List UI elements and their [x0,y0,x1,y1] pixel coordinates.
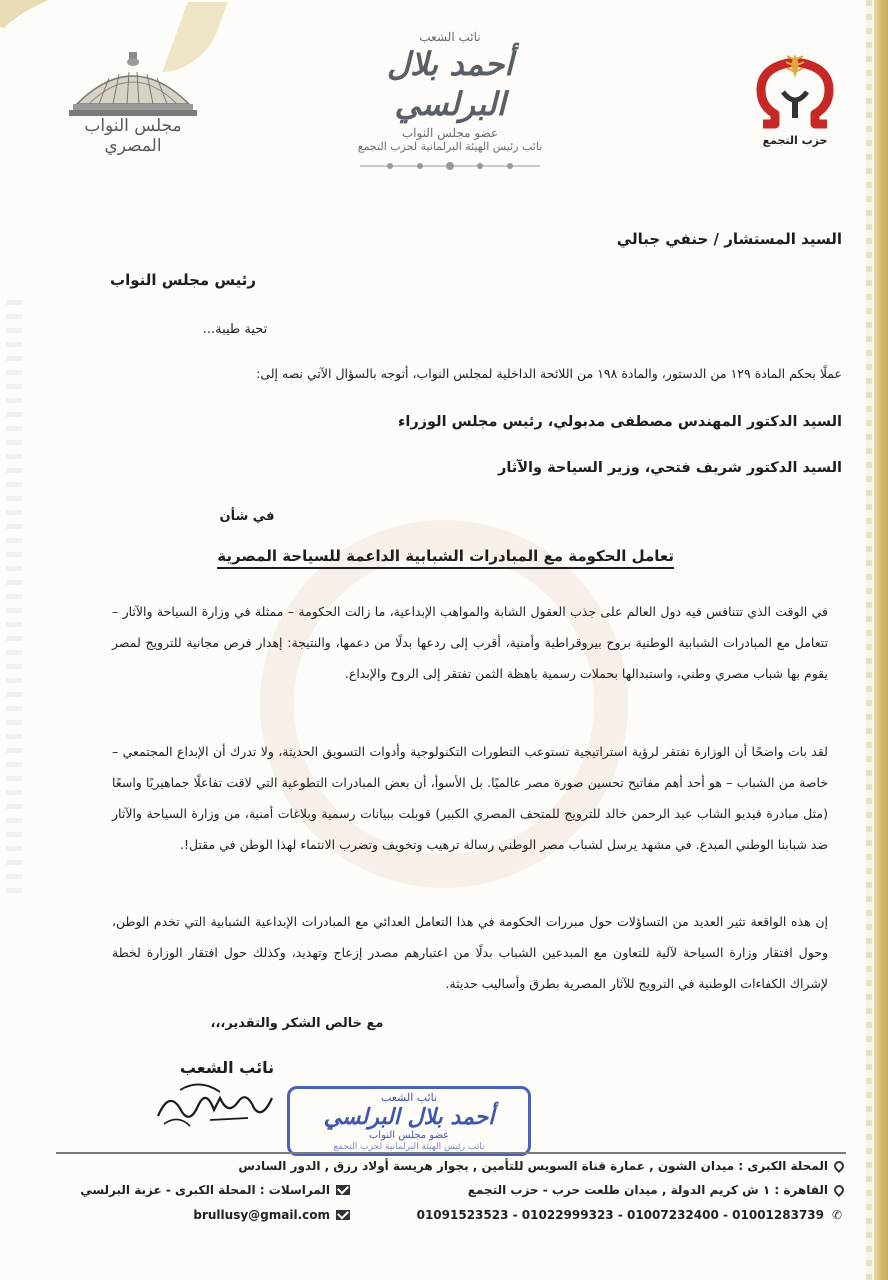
stamp-title: نائب الشعب [380,1091,438,1104]
cairo-address-text: القاهرة : ١ ش كريم الدولة , ميدان طلعت حرب - حزب التجمع [467,1183,828,1197]
footer-phones [417,1208,844,1222]
addressee-title: رئيس مجلس النواب [110,271,256,289]
paragraph-3: إن هذه الواقعة تثير العديد من التساؤلات حول مبررات الحكومة في هذا التعامل العدائي مع المبادرات الإبداعية الشبابية التي تخدم الوطن، وحول افتقار وزارة السياحة لآلية للتعاون مع المبدعين الشباب بدلًا من اعتبارهم مصدر إزعاج وتهديد، وكذلك حول افتقار الوزارة لخطة لإشراك الكفاءات الوطنية في الترويج للآثار المصرية بطرق وأساليب حديثة. [112,914,828,991]
phone-numbers: 01091523523 - 01022999323 - 01007232400 - 01001283739 [416,1208,824,1222]
ornament-divider-icon [350,159,550,173]
footer-divider [56,1152,846,1154]
email-text[interactable]: brullusy@gmail.com [193,1208,330,1222]
parliament-name: مجلس النواب المصري [84,116,182,156]
party-logo [750,48,840,147]
official-stamp [287,1086,531,1156]
letter-subject: تعامل الحكومة مع المبادرات الشبابية الداعمة للسياحة المصرية [217,547,674,569]
envelope-icon [336,1185,350,1195]
main-address-text: المحلة الكبرى : ميدان الشون , عمارة قناة السويس للتأمين , بجوار هريسة أولاد رزق , الدور السادس [238,1159,828,1173]
envelope-icon [336,1210,350,1220]
mp-deputy-role: نائب رئيس الهيئة البرلمانية لحزب التجمع [357,140,543,153]
location-pin-icon [832,1159,846,1173]
correspondence-text: المراسلات : المحلة الكبرى - عزبة البرلسي [80,1183,330,1197]
footer-cairo-address [468,1183,844,1197]
greeting: تحية طيبة... [202,322,268,337]
location-pin-icon [832,1183,846,1197]
closing-line: مع خالص الشكر والتقدير،،، [210,1016,384,1031]
mp-role: عضو مجلس النواب [401,126,499,140]
footer-main-address [238,1159,844,1173]
recipient-prime-minister: السيد الدكتور المهندس مصطفى مدبولي، رئيس مجلس الوزراء [397,414,842,430]
paragraph-1: في الوقت الذي تتنافس فيه دول العالم على جذب العقول الشابة والمواهب الإبداعية، ما زالت الحكومة – ممثلة في وزارة السياحة والآثار – تتعامل مع المبادرات الشبابية الوطنية بروح بيروقراطية وأمنية، أقرب إلى ردعها بدلًا من دعمها، والنتيجة: إهدار فرص مجانية للترويج لمصر يقوم بها شباب مصري وطني، واستبدالها بحملات رسمية باهظة الثمن تفتقر إلى الروح والإبداع. [112,604,828,681]
stamp-role: عضو مجلس النواب [368,1130,450,1141]
parliament-logo [58,52,208,162]
recipient-tourism-minister: السيد الدكتور شريف فتحي، وزير السياحة والآثار [498,460,842,476]
footer-correspondence [80,1183,350,1197]
mp-name: أحمد بلال البرلسي [386,45,514,123]
regarding-label: في شأن [219,509,275,524]
gold-border-strip [874,0,888,1280]
parliament-dome-icon [69,52,197,110]
mp-letterhead [330,30,570,173]
gold-border-pattern [866,0,872,1280]
party-name: حزب التجمع [762,134,828,147]
paragraph-2: لقد بات واضحًا أن الوزارة تفتقر لرؤية استراتيجية تستوعب التطورات التكنولوجية وأدوات التسويق الحديثة، ولا تدرك أن الإبداع المجتمعي – خاصة من الشباب – هو أحد أهم مفاتيح تحسين صورة مصر عالميًا. بل الأسوأ، أن بعض المبادرات التطوعية التي لاقت تفاعلًا جماهيريًا واسعًا (مثل مبادرة فيديو الشاب عبد الرحمن خالد للترويج للمتحف المصري الكبير) قوبلت ببيانات رسمية وبلاغات أمنية، من وزارة السياحة والآثار ضد شبابنا الوطني المبدع. في مشهد يرسل لشباب مصر الوطني رسالة ترهيب وتخويف وتضرب الانتماء لهذا الوطن في مقتل!. [112,744,828,852]
party-emblem-icon [753,48,837,132]
handwritten-signature [150,1068,280,1128]
mp-title: نائب الشعب [419,30,481,44]
addressee: السيد المستشار / حنفي جبالي [616,230,842,248]
stamp-name: أحمد بلال البرلسي [323,1104,495,1130]
intro-line: عملًا بحكم المادة ١٢٩ من الدستور، والمادة ١٩٨ من اللائحة الداخلية لمجلس النواب، أتوجه بالسؤال الآتي نصه إلى: [256,366,842,381]
left-margin-pattern [6,300,22,900]
signatory-title: نائب الشعب [179,1058,275,1077]
stamp-deputy-role: نائب رئيس الهيئة البرلمانية لحزب التجمع [333,1142,485,1152]
phone-icon: ✆ [831,1208,843,1222]
footer-email [193,1208,350,1222]
